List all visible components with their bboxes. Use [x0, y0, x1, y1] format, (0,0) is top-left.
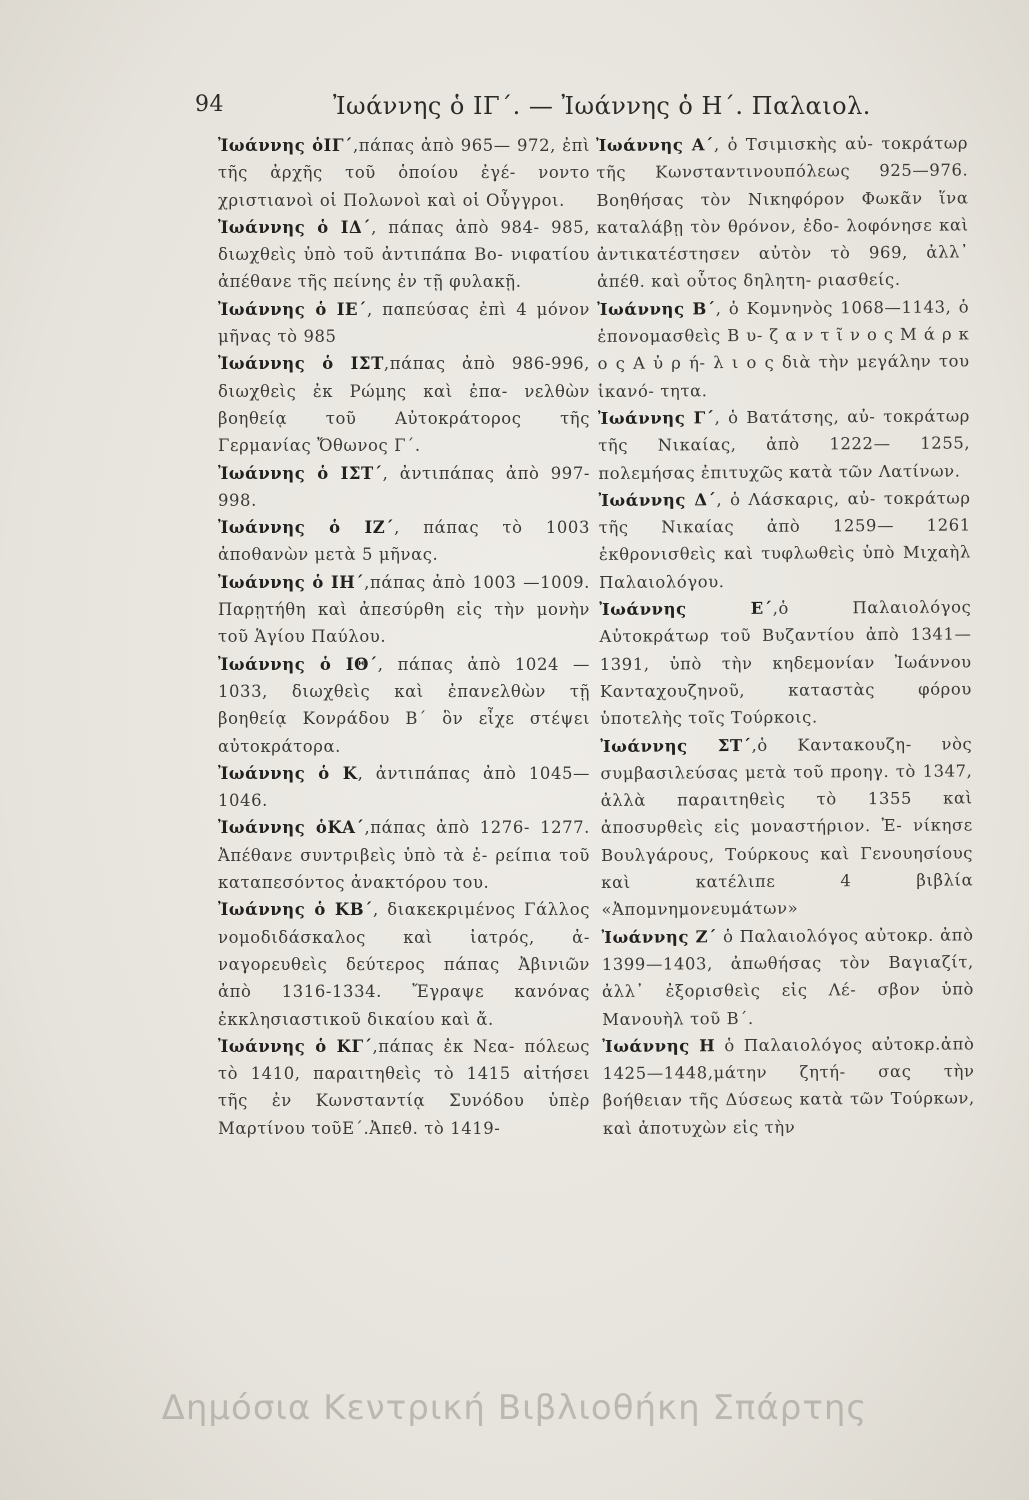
entry-text: , πάπας ἀπὸ 1024 —1033, διωχθεὶς καὶ ἐπανελθὼν τῇ βοηθείᾳ Κονράδου Β΄ ὃν εἶχε στέψει αὐτοκράτορα.	[218, 654, 590, 756]
entry-headword: Ἰωάννης ὁ ΙΣΤ΄	[218, 463, 383, 483]
dictionary-entry	[218, 1033, 590, 1142]
entry-text: ,πάπας ἀπὸ 965— 972, ἐπὶ τῆς ἀρχῆς τοῦ ὁποίου ἐγέ- νοντο χριστιανοὶ οἱ Πολωνοὶ καὶ οἱ Οὖγγροι.	[218, 136, 590, 210]
dictionary-entry	[218, 514, 590, 569]
dictionary-entry	[596, 129, 969, 295]
dictionary-entry	[218, 896, 590, 1032]
entry-text: , διακεκριμένος Γάλλος νομοδιδάσκαλος καὶ ἰατρός, ἀ- ναγορευθεὶς δεύτερος πάπας Ἀβινιῶν ἀπὸ 1316-1334. Ἔγραψε κανόνας ἐκκλησιαστικοῦ δικαίου καὶ ἄ.	[218, 900, 591, 1029]
dictionary-entry	[218, 460, 590, 515]
entry-headword: Ἰωάννης ὁ ΙΘ΄	[218, 654, 378, 674]
entry-text: , πάπας ἀπὸ 984- 985, διωχθεὶς ὑπὸ τοῦ ἀντιπάπα Βο- νιφατίου ἀπέθανε τῆς πείνης ἐν τῇ φυλακῇ.	[218, 217, 590, 292]
dictionary-entry	[599, 593, 972, 732]
library-watermark: Δημόσια Κεντρική Βιβλιοθήκη Σπάρτης	[161, 1388, 868, 1428]
entry-text: ,πάπας ἐκ Νεα- πόλεως τὸ 1410, παραιτηθεὶς τὸ 1415 αἰτήσει τῆς ἐν Κωνσταντίᾳ Συνόδου ὑπὲρ Μαρτίνου τοῦΕ΄.Ἀπεθ. τὸ 1419-	[218, 1036, 590, 1138]
dictionary-entry	[598, 484, 971, 596]
dictionary-entry	[218, 132, 590, 214]
entry-text: , ὁ Τσιμισκὴς αὐ- τοκράτωρ τῆς Κωνσταντινουπόλεως 925—976. Βοηθήσας τὸν Νικηφόρον Φωκᾶν ἵνα καταλάβῃ τὸν θρόνον, ἐδο- λοφόνησε καὶ ἀντικατέστησεν αὐτὸν τὸ 969, ἀλλ᾽ ἀπέθ. καὶ οὗτος δηλητη- ριασθείς.	[596, 133, 969, 292]
entry-headword: Ἰωάννης ὁ ΙΗ΄	[218, 572, 365, 592]
entry-text: , ὁ Κομνηνὸς 1068—1143, ὁ ἐπονομασθεὶς Β υ- ζ α ν τ ῖ ν ο ς Μ ά ρ κ ο ς Α ὐ ρ ή- λ ι ο ς διὰ τὴν μεγάλην του ἱκανό- τητα.	[597, 297, 970, 401]
entry-text: ,πάπας ἀπὸ 1003 —1009. Παρῃτήθη καὶ ἀπεσύρθη εἰς τὴν μονὴν τοῦ Ἁγίου Παύλου.	[218, 572, 590, 647]
entry-text: , ἀντιπάπας ἀπὸ 1045—1046.	[218, 763, 590, 811]
entry-text: ,ὁ Παλαιολόγος Αὐτοκράτωρ τοῦ Βυζαντίου ἀπὸ 1341—1391, ὑπὸ τὴν κηδεμονίαν Ἰωάννου Κανταχουζηνοῦ, καταστὰς φόρου ὑποτελὴς τοῖς Τούρκοις.	[599, 597, 972, 729]
entry-headword: Ἰωάννης ΣΤ΄	[600, 735, 752, 756]
dictionary-entry	[218, 214, 590, 296]
dictionary-entry	[602, 921, 975, 1033]
entry-headword: Ἰωάννης ὁ ΙΕ΄	[218, 299, 367, 319]
dictionary-entry	[218, 651, 590, 760]
entry-text: ὁ Παλαιολόγος αὐτοκρ. ἀπὸ 1399—1403, ἀπωθήσας τὸν Βαγιαζίτ, ἀλλ᾽ ἐξορισθεὶς εἰς Λέ- σβον ὑπὸ Μανουὴλ τοῦ Β΄.	[601, 924, 975, 1029]
dictionary-entry	[597, 293, 970, 405]
dictionary-entry	[602, 1030, 975, 1142]
entry-headword: Ἰωάννης Δ΄	[598, 490, 717, 510]
entry-headword: Ἰωάννης ὁ ΙΖ΄	[218, 518, 395, 538]
entry-headword: Ἰωάννης Η	[602, 1035, 716, 1056]
entry-headword: Ἰωάννης ὁ ΙΣΤ	[218, 354, 384, 374]
left-column	[218, 132, 590, 1142]
entry-text: , πάπας τὸ 1003 ἀποθανὼν μετὰ 5 μῆνας.	[218, 518, 590, 565]
entry-headword: Ἰωάννης ὁ ΙΔ΄	[218, 217, 372, 237]
entry-text: , ἀντιπάπας ἀπὸ 997-998.	[218, 463, 590, 510]
entry-headword: Ἰωάννης ὁ Κ	[218, 763, 358, 783]
entry-headword: Ἰωάννης Α΄	[596, 135, 714, 155]
entry-headword: Ἰωάννης ὁΚΑ΄	[218, 818, 365, 838]
entry-text: ,ὁ Καντακουζη- νὸς συμβασιλεύσας μετὰ τοῦ προηγ. τὸ 1347, ἀλλὰ παραιτηθεὶς τὸ 1355 καὶ ἀποσυρθεὶς εἰς μοναστήριον. Ἐ- νίκησε Βουλγάρους, Τούρκους καὶ Γενουησίους καὶ κατέλιπε 4 βιβλία «Ἀπομνημονευμάτων»	[600, 733, 974, 920]
page-number: 94	[195, 92, 224, 117]
entry-text: ,πάπας ἀπὸ 986-996, διωχθεὶς ἐκ Ρώμης καὶ ἐπα- νελθὼν βοηθείᾳ τοῦ Αὐτοκράτορος τῆς Γερμανίας Ὄθωνος Γ΄.	[218, 354, 590, 456]
entry-text: , ὁ Λάσκαρις, αὐ- τοκράτωρ τῆς Νικαίας ἀπὸ 1259— 1261 ἐκθρονισθεὶς καὶ τυφλωθεὶς ὑπὸ Μιχαὴλ Παλαιολόγου.	[598, 488, 972, 592]
entry-headword: Ἰωάννης Ε΄	[599, 598, 773, 620]
dictionary-entry	[218, 296, 590, 351]
right-column	[596, 129, 975, 1142]
dictionary-entry	[218, 350, 590, 459]
entry-headword: Ἰωάννης ὁ ΚΒ΄	[218, 900, 373, 920]
dictionary-entry	[218, 569, 590, 651]
entry-headword: Ἰωάννης ὁ ΚΓ΄	[218, 1036, 373, 1056]
dictionary-entry	[598, 402, 971, 486]
entry-headword: Ἰωάννης Β΄	[597, 298, 716, 319]
header-title: Ἰωάννης ὁ ΙΓ΄. — Ἰωάννης ὁ Η΄. Παλαιολ.	[333, 92, 871, 120]
entry-text: , ὁ Βατάτσης, αὐ- τοκράτωρ τῆς Νικαίας, ἀπὸ 1222— 1255, πολεμήσας ἐπιτυχῶς κατὰ τῶν Λατίνων.	[598, 406, 971, 483]
dictionary-entry	[600, 730, 973, 924]
running-header	[195, 92, 875, 128]
entry-text: ὁ Παλαιολόγος αὐτοκρ.ἀπὸ 1425—1448,μάτην ζητή- σας τὴν βοήθειαν τῆς Δύσεως κατὰ τῶν Τούρκων, καὶ ἀποτυχὼν εἰς τὴν	[602, 1034, 975, 1138]
entry-headword: Ἰωάννης ὁΙΓ΄	[218, 136, 353, 155]
dictionary-entry	[218, 760, 590, 815]
entry-text: ,πάπας ἀπὸ 1276- 1277. Ἀπέθανε συντριβεὶς ὑπὸ τὰ ἐ- ρείπια τοῦ καταπεσόντος ἀνακτόρου του.	[218, 818, 590, 893]
entry-headword: Ἰωάννης Γ΄	[597, 408, 715, 428]
dictionary-entry	[218, 814, 590, 896]
entry-headword: Ἰωάννης Ζ΄	[601, 926, 718, 947]
entry-text: , παπεύσας ἐπὶ 4 μόνον μῆνας τὸ 985	[218, 299, 591, 347]
